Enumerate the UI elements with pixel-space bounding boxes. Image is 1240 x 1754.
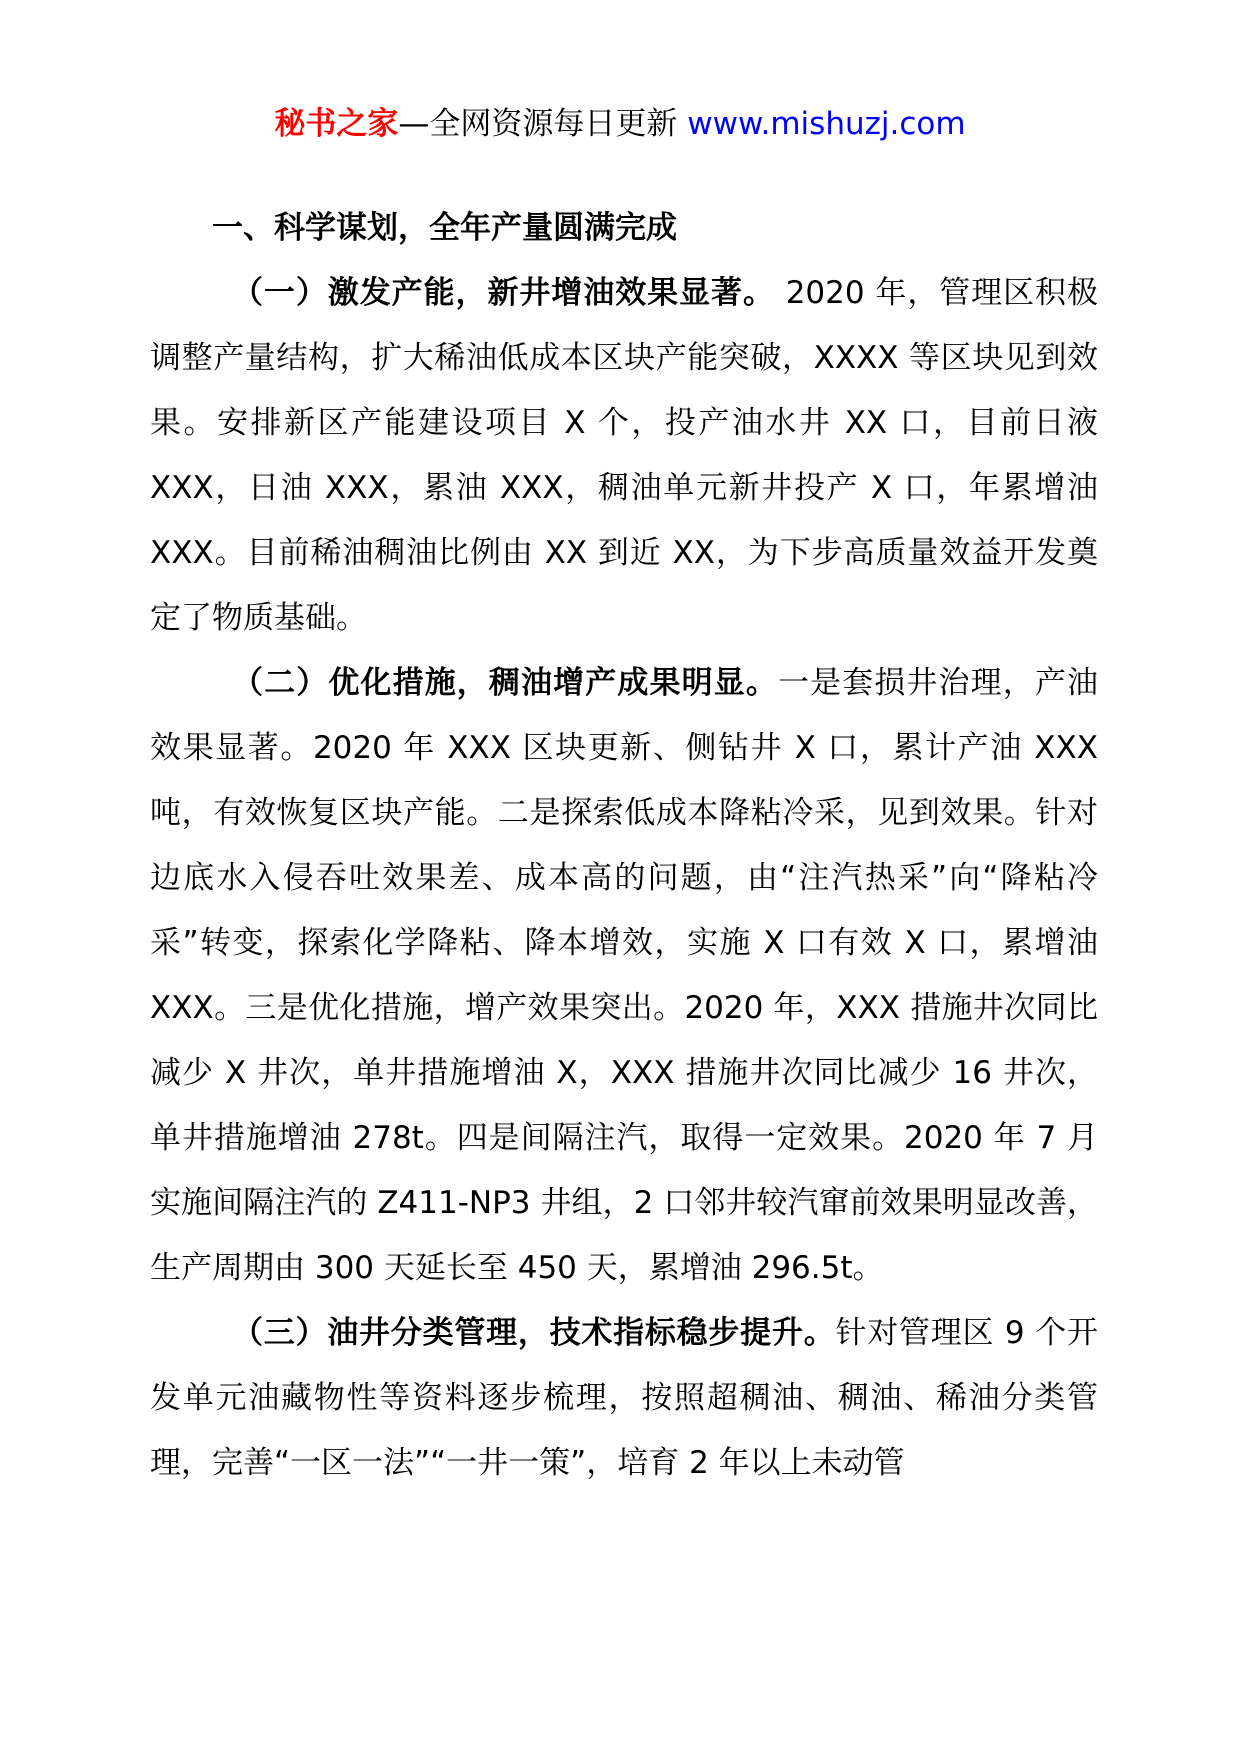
website-link[interactable]: www.mishuzj.com — [687, 106, 966, 142]
paragraph-2-heading: （二）优化措施，稠油增产成果明显。 — [232, 665, 778, 701]
section-heading: 一、科学谋划，全年产量圆满完成 — [212, 210, 677, 246]
brand-name: 秘书之家 — [274, 106, 399, 142]
paragraph-3-text: 针对管理区 9 个开发单元油藏物性等资料逐步梳理，按照超稠油、稠油、稀油分类管理，完善“一区一法”“一井一策”，培育 2 年以上未动管 — [150, 1315, 1098, 1481]
paragraph-3 — [150, 1301, 1098, 1496]
paragraph-1-heading: （一）激发产能，新井增油效果显著。 — [232, 275, 775, 311]
paragraph-1-text: 2020 年，管理区积极调整产量结构，扩大稀油低成本区块产能突破，XXXX 等区块见到效果。安排新区产能建设项目 X 个，投产油水井 XX 口，目前日液 XXX，日油 XXX，累油 XXX，稠油单元新井投产 X 口，年累增油 XXX。目前稀油稠油比例由 XX 到近 XX，为下步高质量效益开发奠定了物质基础。 — [150, 275, 1098, 636]
paragraph-2 — [150, 651, 1098, 1301]
header-tagline: —全网资源每日更新 — [398, 106, 688, 142]
paragraph-1 — [150, 261, 1098, 651]
paragraph-3-heading: （三）油井分类管理，技术指标稳步提升。 — [232, 1315, 836, 1351]
page-header — [0, 102, 1240, 146]
document-body — [150, 196, 1098, 1496]
paragraph-2-text: 一是套损井治理，产油效果显著。2020 年 XXX 区块更新、侧钻井 X 口，累计产油 XXX 吨，有效恢复区块产能。二是探索低成本降粘冷采，见到效果。针对边底水入侵吞吐效果差、成本高的问题，由“注汽热采”向“降粘冷采”转变，探索化学降粘、降本增效，实施 X 口有效 X 口，累增油 XXX。三是优化措施，增产效果突出。2020 年，XXX 措施井次同比减少 X 井次，单井措施增油 X，XXX 措施井次同比减少 16 井次，单井措施增油 278t。四是间隔注汽，取得一定效果。2020 年 7 月实施间隔注汽的 Z411-NP3 井组，2 口邻井较汽窜前效果明显改善，生产周期由 300 天延长至 450 天，累增油 296.5t。 — [150, 665, 1099, 1286]
